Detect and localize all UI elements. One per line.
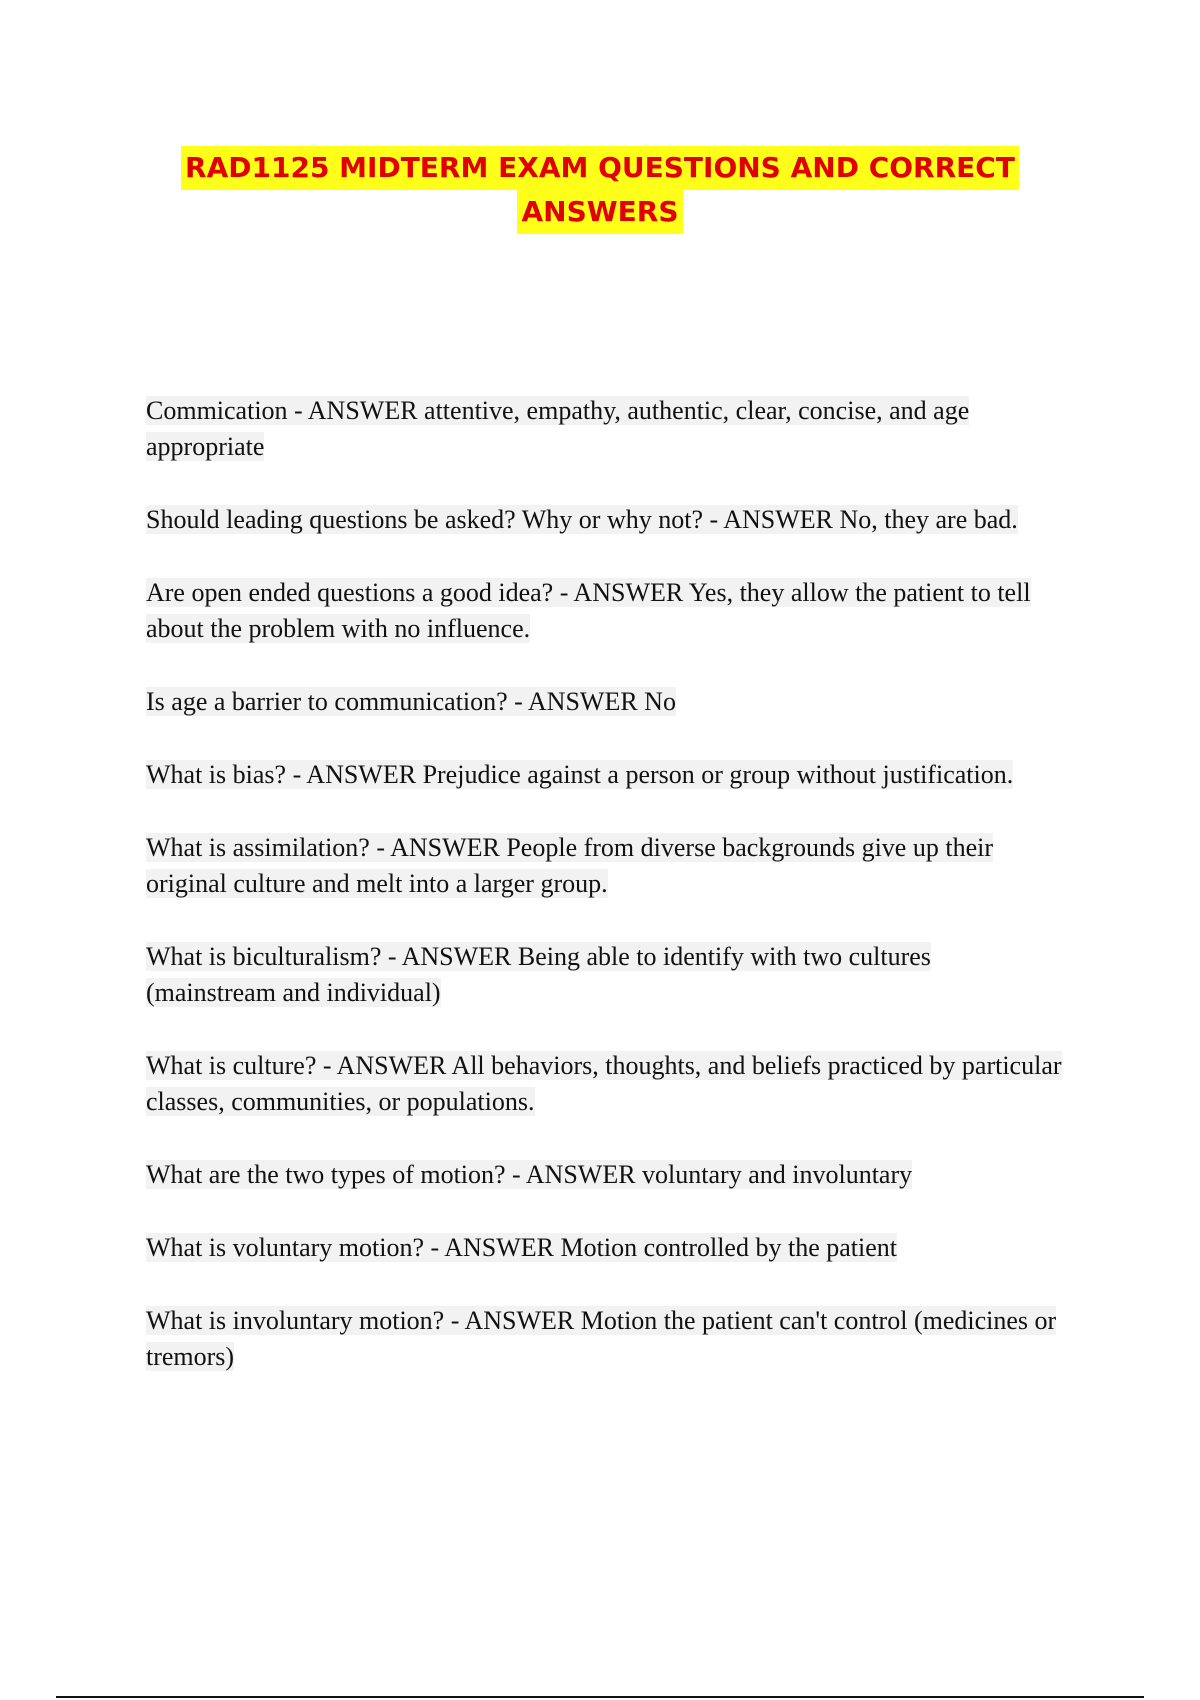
qa-text: Are open ended questions a good idea? - ANSWER Yes, they allow the patient to tell about the problem with no influence. — [146, 578, 1031, 643]
qa-text: Commication - ANSWER attentive, empathy, authentic, clear, concise, and age appropriate — [146, 396, 970, 461]
qa-item — [146, 757, 1066, 793]
qa-text: Should leading questions be asked? Why or why not? - ANSWER No, they are bad. — [146, 505, 1018, 534]
qa-item — [146, 830, 1066, 902]
qa-text: What are the two types of motion? - ANSWER voluntary and involuntary — [146, 1160, 913, 1189]
qa-item — [146, 1303, 1066, 1375]
title-line-1: RAD1125 MIDTERM EXAM QUESTIONS AND CORRECT — [181, 146, 1019, 190]
qa-text: What is bias? - ANSWER Prejudice against a person or group without justification. — [146, 760, 1014, 789]
qa-item — [146, 393, 1066, 465]
qa-item — [146, 575, 1066, 647]
qa-item — [146, 502, 1066, 538]
qa-item — [146, 1048, 1066, 1120]
qa-text: Is age a barrier to communication? - ANSWER No — [146, 687, 676, 716]
qa-item — [146, 939, 1066, 1011]
title-line-2: ANSWERS — [517, 190, 682, 234]
qa-text: What is assimilation? - ANSWER People from diverse backgrounds give up their original culture and melt into a larger group. — [146, 833, 993, 898]
qa-text: What is involuntary motion? - ANSWER Motion the patient can't control (medicines or tremors) — [146, 1306, 1057, 1371]
qa-text: What is voluntary motion? - ANSWER Motion controlled by the patient — [146, 1233, 897, 1262]
qa-item — [146, 1157, 1066, 1193]
qa-item — [146, 1230, 1066, 1266]
qa-text: What is biculturalism? - ANSWER Being able to identify with two cultures (mainstream and individual) — [146, 942, 931, 1007]
qa-text: What is culture? - ANSWER All behaviors, thoughts, and beliefs practiced by particular classes, communities, or populations. — [146, 1051, 1062, 1116]
document-title — [0, 146, 1200, 234]
footer-divider — [56, 1696, 1144, 1698]
qa-list — [146, 393, 1066, 1412]
qa-item — [146, 684, 1066, 720]
